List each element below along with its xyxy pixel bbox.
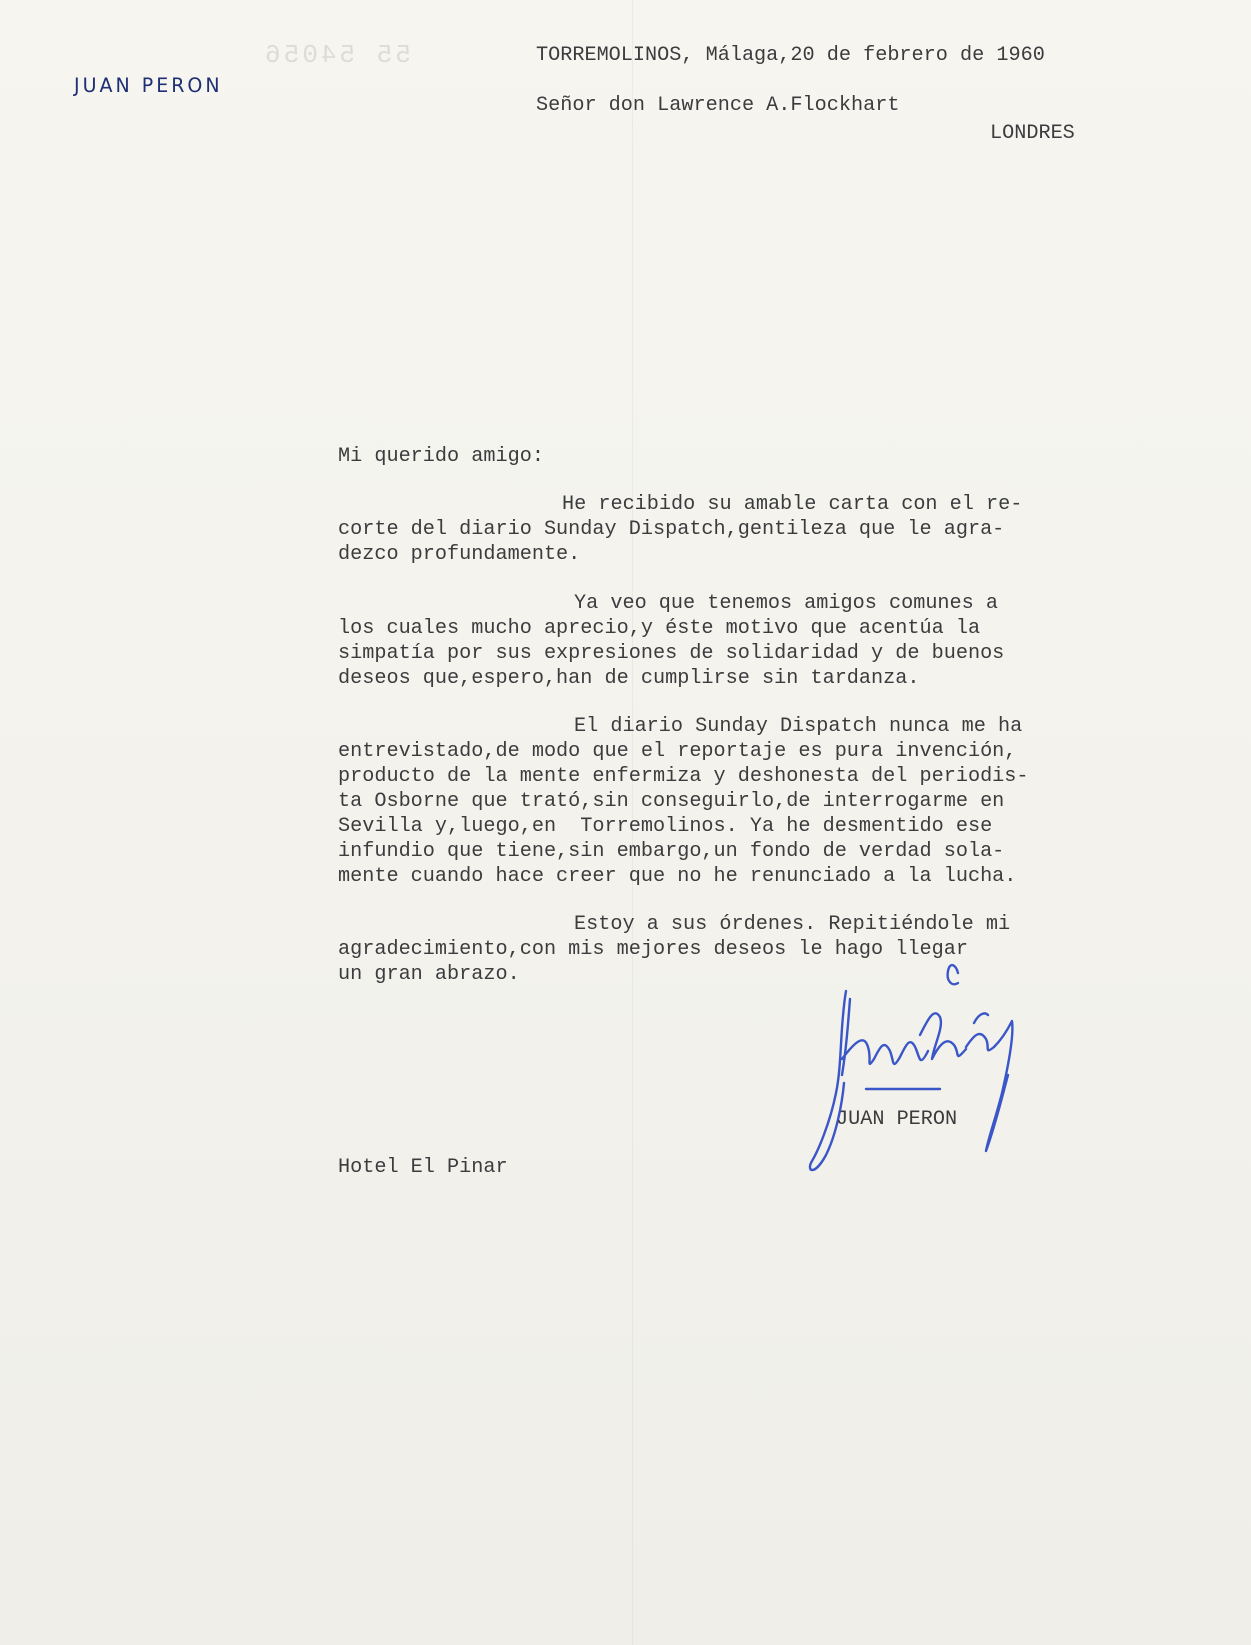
recipient-name: Señor don Lawrence A.Flockhart: [536, 94, 900, 117]
paragraph-2-line-4: deseos que,espero,han de cumplirse sin tardanza.: [338, 667, 920, 690]
paragraph-2-line-1: Ya veo que tenemos amigos comunes a: [574, 592, 999, 615]
sender-address: Hotel El Pinar: [338, 1156, 508, 1179]
salutation: Mi querido amigo:: [338, 445, 544, 468]
letterhead-name: JUAN PERON: [74, 74, 223, 98]
typed-signature-name: JUAN PERON: [836, 1108, 958, 1131]
paragraph-4-line-3: un gran abrazo.: [338, 963, 520, 986]
paragraph-3-line-2: entrevistado,de modo que el reportaje es pura invención,: [338, 740, 1017, 763]
paragraph-2-line-3: simpatía por sus expresiones de solidaridad y de buenos: [338, 642, 1005, 665]
paragraph-3-line-4: ta Osborne que trató,sin conseguirlo,de interrogarme en: [338, 790, 1005, 813]
recipient-city: LONDRES: [990, 122, 1075, 145]
paragraph-3-line-1: El diario Sunday Dispatch nunca me ha: [574, 715, 1023, 738]
paragraph-3-line-3: producto de la mente enfermiza y deshonesta del periodis-: [338, 765, 1029, 788]
paragraph-3-line-7: mente cuando hace creer que no he renunciado a la lucha.: [338, 865, 1017, 888]
handwritten-signature: [808, 955, 1034, 1185]
faint-archive-stamp: 55 54056: [262, 40, 411, 70]
place-and-date: TORREMOLINOS, Málaga,20 de febrero de 1960: [536, 44, 1045, 67]
paragraph-4-line-1: Estoy a sus órdenes. Repitiéndole mi: [574, 913, 1011, 936]
paragraph-3-line-6: infundio que tiene,sin embargo,un fondo de verdad sola-: [338, 840, 1005, 863]
paragraph-2-line-2: los cuales mucho aprecio,y éste motivo que acentúa la: [338, 617, 981, 640]
paragraph-1-line-1: He recibido su amable carta con el re-: [562, 493, 1023, 516]
paragraph-3-line-5: Sevilla y,luego,en Torremolinos. Ya he desmentido ese: [338, 815, 993, 838]
paragraph-1-line-3: dezco profundamente.: [338, 543, 581, 566]
paragraph-4-line-2: agradecimiento,con mis mejores deseos le hago llegar: [338, 938, 968, 961]
paragraph-1-line-2: corte del diario Sunday Dispatch,gentileza que le agra-: [338, 518, 1005, 541]
